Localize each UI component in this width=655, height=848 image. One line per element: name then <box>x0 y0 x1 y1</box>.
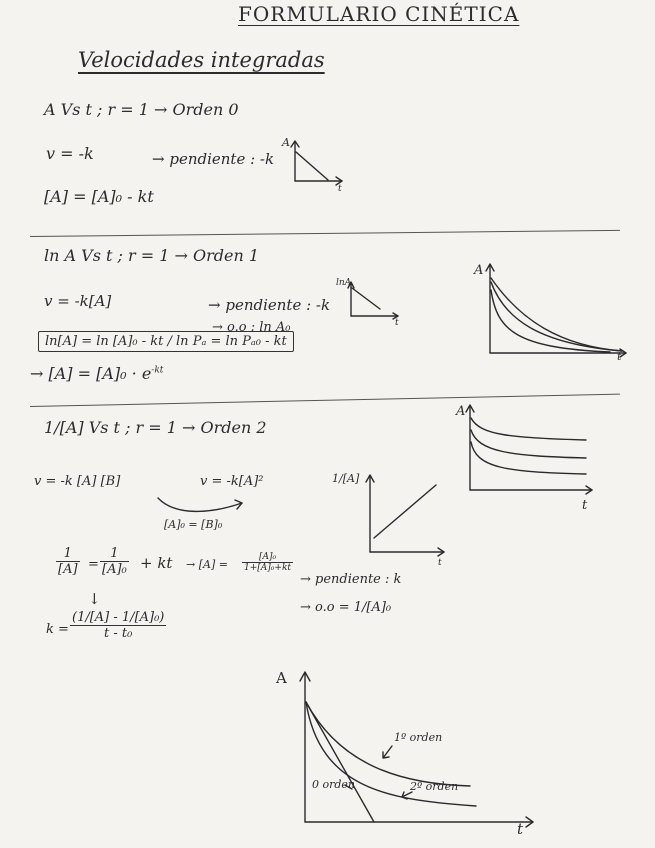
order1-exponential-exponent: -kt <box>151 365 164 376</box>
order0-rate: v = -k <box>46 144 94 163</box>
order0-graph <box>291 141 342 185</box>
order1-exponential-base: → [A] = [A]₀ · e <box>30 364 152 383</box>
comparison-label-first-order: 1º orden <box>394 731 443 744</box>
order1-rate: v = -k[A] <box>44 292 112 310</box>
comparison-second-order-curve <box>306 702 476 806</box>
order2-intercept: → o.o = 1/[A]₀ <box>300 600 392 615</box>
order2-graph2-xlabel: t <box>582 498 588 513</box>
order1-graph-ylabel: lnA <box>336 278 352 288</box>
order2-eq-solved-den: 1+[A]₀+kt <box>244 563 292 573</box>
order2-graph-line <box>374 485 436 538</box>
order2-graph <box>366 475 444 556</box>
order2-eq-tail: + kt <box>140 554 173 572</box>
order0-header: A Vs t ; r = 1 → Orden 0 <box>44 100 239 119</box>
comparison-graph <box>300 672 533 827</box>
order2-condition-arrow <box>158 498 242 511</box>
order2-k-num: (1/[A] - 1/[A]₀) <box>72 610 165 625</box>
order1-slope: → pendiente : -k <box>208 296 331 314</box>
order1-graph2-curve-1 <box>491 278 622 351</box>
order0-graph-xlabel: t <box>338 184 342 194</box>
order2-curved-arrow <box>158 498 242 511</box>
comparison-first-order-pointer <box>383 746 392 758</box>
order2-eq-arrow: → [A] = <box>186 558 228 571</box>
comparison-label-second-order: 2º orden <box>410 780 459 793</box>
section-subtitle: Velocidades integradas <box>78 48 325 72</box>
order2-eq-lhs-num: 1 <box>56 546 80 562</box>
order2-down-arrow: ↓ <box>88 590 101 608</box>
order2-eq-lhs-den: [A] <box>58 562 78 577</box>
order2-eq-mid-num: 1 <box>100 546 129 562</box>
order2-graph-ylabel: 1/[A] <box>332 472 360 485</box>
comparison-label-zero-order: 0 orden <box>312 778 356 791</box>
order1-graph2-ylabel: A <box>474 263 484 278</box>
order0-integrated: [A] = [A]₀ - kt <box>44 187 154 206</box>
order2-eq-solved-num: [A]₀ <box>242 552 293 563</box>
sheet-title: FORMULARIO CINÉTICA <box>238 2 520 26</box>
order1-graph2-curve-2 <box>491 282 622 351</box>
order2-graph2-curve-2 <box>471 430 586 458</box>
order2-condition: [A]₀ = [B]₀ <box>164 518 223 531</box>
order0-slope: → pendiente : -k <box>152 150 275 168</box>
order1-graph-xlabel: t <box>395 318 399 328</box>
order2-graph-xlabel: t <box>438 558 442 568</box>
order2-rate-squared: v = -k[A]² <box>200 474 264 489</box>
order1-graph2-xlabel: t <box>617 350 622 363</box>
order2-graph2 <box>466 405 592 494</box>
order2-k-den: t - t₀ <box>104 626 133 641</box>
comparison-xlabel: t <box>517 820 524 838</box>
order2-graph2-curve-1 <box>471 418 586 440</box>
order2-eq-equals: = <box>88 557 99 572</box>
comparison-zero-order-pointer <box>345 785 352 789</box>
order0-graph-line <box>296 152 328 180</box>
order2-k-lhs: k = <box>46 622 69 637</box>
order1-intercept: → o.o : ln A₀ <box>212 320 291 335</box>
comparison-ylabel: A <box>276 669 287 687</box>
order1-header: ln A Vs t ; r = 1 → Orden 1 <box>44 246 260 265</box>
order2-graph2-ylabel: A <box>456 404 466 419</box>
order2-header: 1/[A] Vs t ; r = 1 → Orden 2 <box>44 418 267 437</box>
order2-slope: → pendiente : k <box>300 572 402 587</box>
order1-graph-line <box>352 288 380 309</box>
order2-rate: v = -k [A] [B] <box>34 474 121 489</box>
order2-eq-mid-den: [A]₀ <box>102 562 127 577</box>
order1-integrated-box: ln[A] = ln [A]₀ - kt / ln Pₐ = ln Pₐ₀ - kt <box>38 331 294 352</box>
order1-graph2 <box>486 264 626 357</box>
order0-graph-ylabel: A <box>282 136 290 149</box>
order1-graph <box>348 282 398 319</box>
